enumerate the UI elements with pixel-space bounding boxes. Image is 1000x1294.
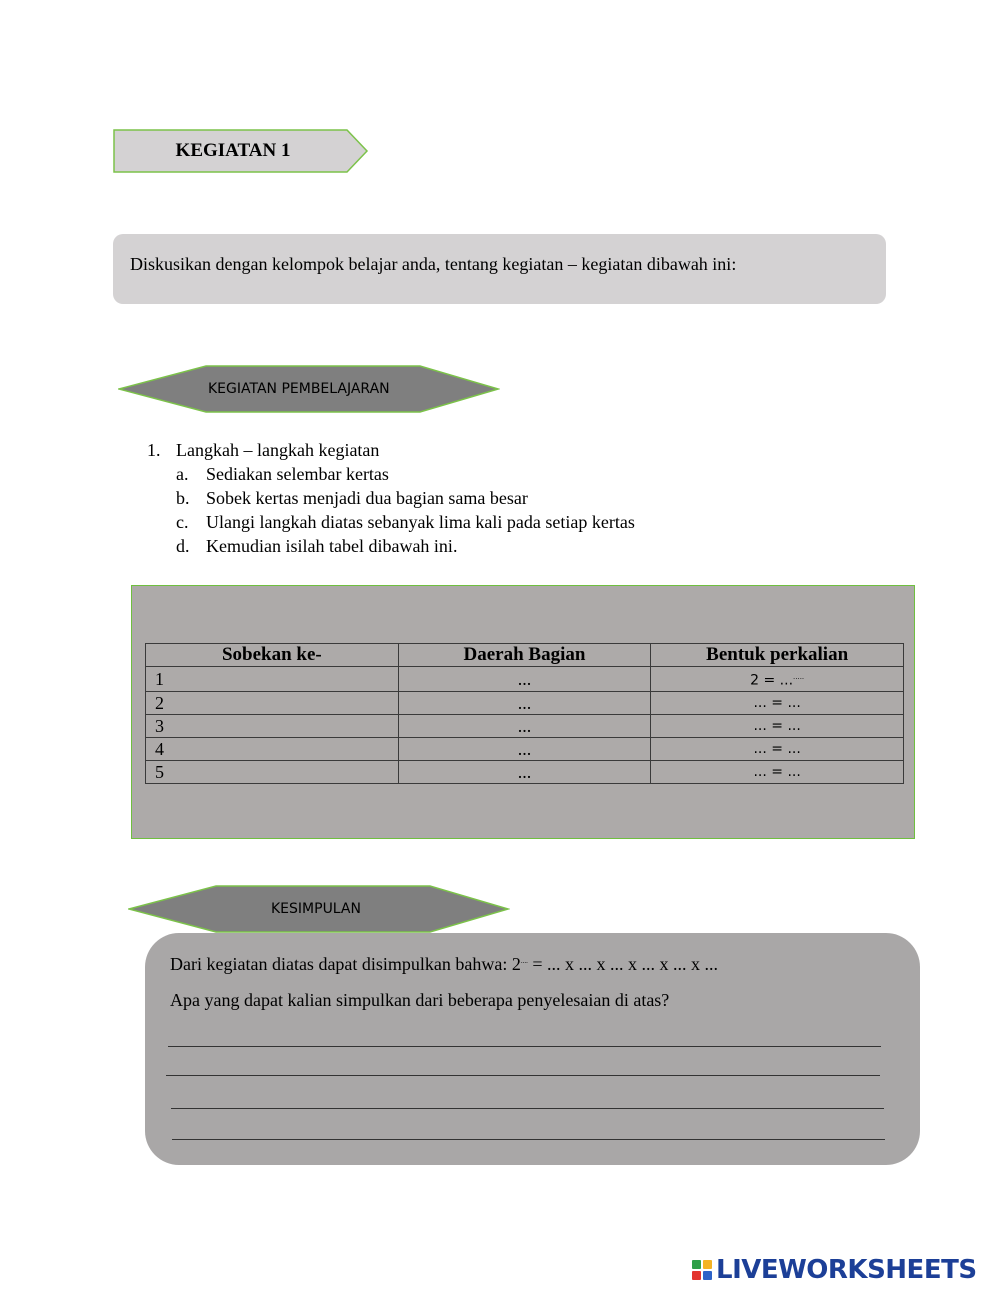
conclusion-prefix: Dari kegiatan diatas dapat disimpulkan bahwa: 2: [170, 954, 521, 974]
sub-step-letter: d.: [176, 536, 190, 556]
cell-area[interactable]: ...: [398, 691, 651, 714]
sub-step-letter: a.: [176, 464, 189, 484]
answer-line[interactable]: [168, 1046, 881, 1047]
sub-step-text: Sobek kertas menjadi dua bagian sama besar: [206, 488, 528, 508]
sub-step: [147, 462, 635, 486]
table-row: [146, 667, 904, 692]
sub-step-letter: b.: [176, 488, 190, 508]
sub-step: [147, 510, 635, 534]
conclusion-section-banner: [128, 884, 510, 934]
cell-multiplication-form[interactable]: [651, 667, 904, 692]
cell-multiplication-form[interactable]: ... = ...: [651, 737, 904, 760]
cell-multiplication-form[interactable]: ... = ...: [651, 760, 904, 783]
logo-square: [703, 1271, 712, 1280]
step-item: [147, 438, 635, 462]
form-exponent: .....: [793, 673, 805, 681]
sub-step: [147, 534, 635, 558]
cell-multiplication-form[interactable]: ... = ...: [651, 691, 904, 714]
table-header-row: [146, 644, 904, 667]
cell-area[interactable]: ...: [398, 760, 651, 783]
cell-area[interactable]: ...: [398, 667, 651, 692]
answer-line[interactable]: [166, 1075, 880, 1076]
table-row: [146, 691, 904, 714]
learning-section-title: KEGIATAN PEMBELAJARAN: [208, 381, 390, 397]
header-multiplication-form: Bentuk perkalian: [651, 644, 904, 667]
activity-banner: [113, 129, 369, 173]
sub-step-text: Sediakan selembar kertas: [206, 464, 389, 484]
data-table: [145, 643, 904, 784]
step-number: 1.: [147, 440, 161, 460]
form-text: 2 = ...: [750, 672, 794, 689]
sub-step: [147, 486, 635, 510]
logo-square: [692, 1260, 701, 1269]
instruction-text: Diskusikan dengan kelompok belajar anda, tentang kegiatan – kegiatan dibawah ini:: [130, 254, 737, 274]
steps-list: [147, 438, 635, 558]
liveworksheets-logo: [692, 1255, 977, 1285]
header-tear-number: Sobekan ke-: [146, 644, 399, 667]
cell-tear-number: 2: [146, 691, 399, 714]
cell-tear-number: 3: [146, 714, 399, 737]
answer-line[interactable]: [171, 1108, 884, 1109]
table-row: [146, 760, 904, 783]
cell-tear-number: 4: [146, 737, 399, 760]
logo-square: [692, 1271, 701, 1280]
conclusion-exponent[interactable]: ....: [520, 957, 528, 965]
cell-tear-number: 5: [146, 760, 399, 783]
cell-area[interactable]: ...: [398, 737, 651, 760]
answer-line[interactable]: [172, 1139, 885, 1140]
activity-title: KEGIATAN 1: [175, 140, 291, 161]
cell-tear-number: 1: [146, 667, 399, 692]
conclusion-question: Apa yang dapat kalian simpulkan dari beberapa penyelesaian di atas?: [170, 990, 670, 1010]
logo-text: LIVEWORKSHEETS: [716, 1255, 977, 1285]
conclusion-suffix[interactable]: = ... x ... x ... x ... x ... x ...: [527, 954, 719, 974]
logo-mark-icon: [692, 1260, 712, 1280]
learning-section-banner: [118, 364, 500, 414]
step-title: Langkah – langkah kegiatan: [176, 440, 380, 460]
cell-multiplication-form[interactable]: ... = ...: [651, 714, 904, 737]
sub-step-letter: c.: [176, 512, 189, 532]
logo-square: [703, 1260, 712, 1269]
sub-step-text: Ulangi langkah diatas sebanyak lima kali pada setiap kertas: [206, 512, 635, 532]
conclusion-statement: [170, 954, 718, 975]
cell-area[interactable]: ...: [398, 714, 651, 737]
table-row: [146, 737, 904, 760]
table-row: [146, 714, 904, 737]
instruction-box: [113, 234, 886, 304]
header-area: Daerah Bagian: [398, 644, 651, 667]
sub-step-text: Kemudian isilah tabel dibawah ini.: [206, 536, 458, 556]
conclusion-section-title: KESIMPULAN: [271, 901, 361, 917]
